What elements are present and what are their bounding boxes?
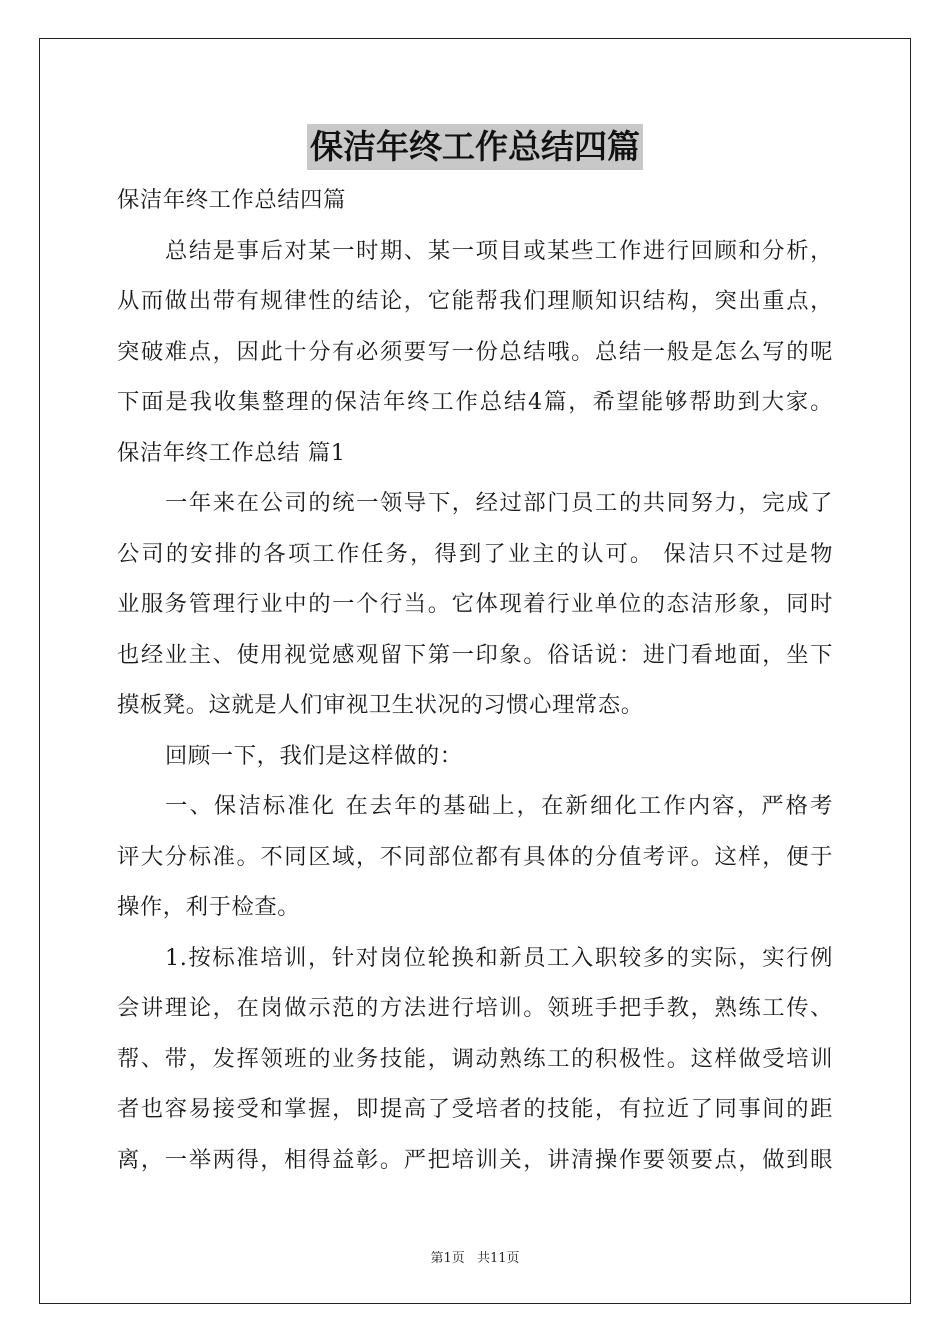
text-line: 帮、带，发挥领班的业务技能，调动熟练工的积极性。这样做受培训 <box>117 1045 833 1072</box>
text-line: 操作，利于检查。 <box>117 894 301 920</box>
text-line: 回顾一下，我们是这样做的： <box>165 742 463 769</box>
text-line: 保洁年终工作总结四篇 <box>117 187 346 213</box>
text-line: 1.按标准培训，针对岗位轮换和新员工入职较多的实际，实行例 <box>165 944 833 971</box>
text-line: 业服务管理行业中的一个行当。它体现着行业单位的态洁形象，同时 <box>117 591 833 617</box>
text-line: 突破难点，因此十分有必须要写一份总结哦。总结一般是怎么写的呢 <box>117 338 833 365</box>
text-line: 从而做出带有规律性的结论，它能帮我们理顺知识结构，突出重点， <box>117 288 833 314</box>
text-line: 摸板凳。这就是人们审视卫生状况的习惯心理常态。 <box>117 692 644 718</box>
page-footer <box>0 1247 950 1266</box>
text-line: 评大分标准。不同区域，不同部位都有具体的分值考评。这样，便于 <box>117 843 833 870</box>
text-line: 公司的安排的各项工作任务，得到了业主的认可。 保洁只不过是物 <box>117 540 833 567</box>
text-line: 会讲理论，在岗做示范的方法进行培训。领班手把手教，熟练工传、 <box>117 995 833 1021</box>
text-line: 一、保洁标准化 在去年的基础上，在新细化工作内容，严格考 <box>165 793 833 819</box>
page-total: 共11页 <box>476 1251 520 1266</box>
document-title: 保洁年终工作总结四篇 <box>307 124 643 170</box>
text-line: 保洁年终工作总结 篇1 <box>117 439 346 466</box>
page-number: 第1页 <box>430 1251 465 1266</box>
text-line: 离，一举两得，相得益彰。严把培训关，讲清操作要领要点，做到眼 <box>117 1146 833 1173</box>
text-line: 总结是事后对某一时期、某一项目或某些工作进行回顾和分析， <box>165 237 833 264</box>
text-line: 下面是我收集整理的保洁年终工作总结4篇，希望能够帮助到大家。 <box>117 389 833 415</box>
text-line: 者也容易接受和掌握，即提高了受培者的技能，有拉近了同事间的距 <box>117 1096 833 1122</box>
text-line: 也经业主、使用视觉感观留下第一印象。俗话说：进门看地面，坐下 <box>117 641 833 668</box>
title-area <box>0 124 950 170</box>
document-body <box>117 178 833 1188</box>
text-line: 一年来在公司的统一领导下，经过部门员工的共同努力，完成了 <box>165 490 833 516</box>
